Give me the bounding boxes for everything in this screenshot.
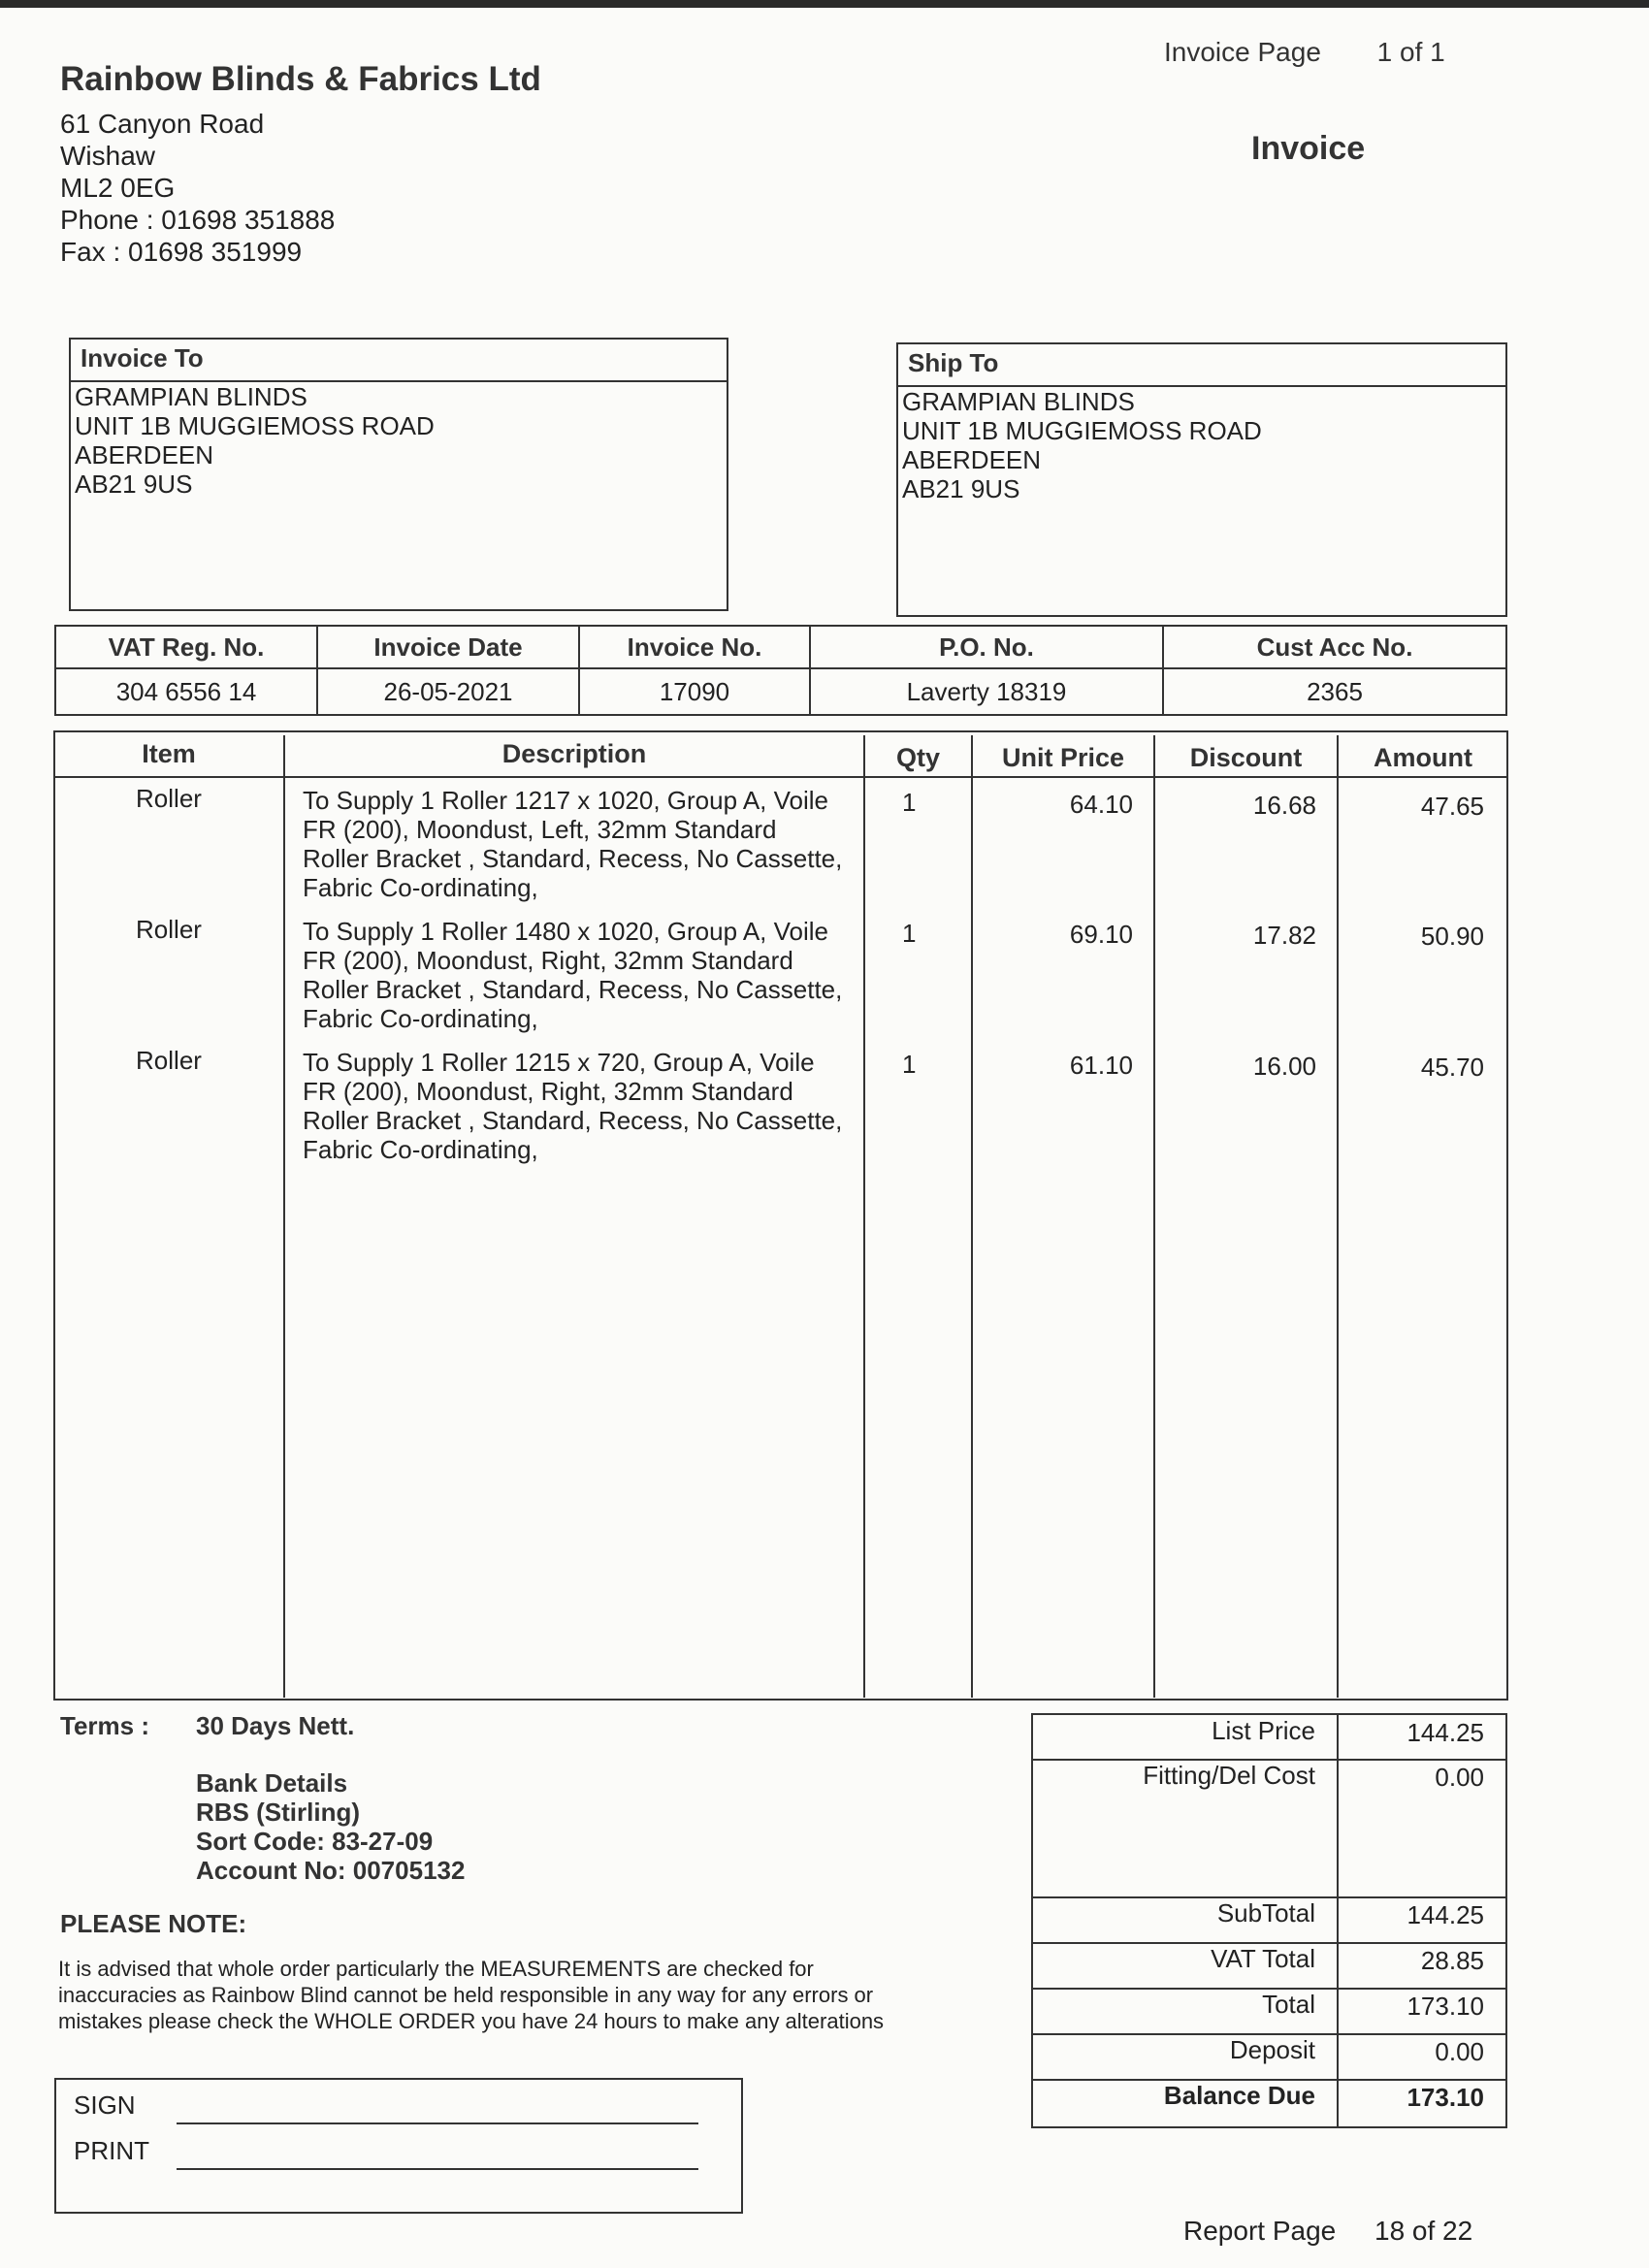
- row-2-description: [303, 917, 842, 1033]
- row-1-item: Roller: [136, 784, 202, 813]
- po-number: Laverty 18319: [810, 668, 1163, 715]
- vat-reg-no: 304 6556 14: [55, 668, 317, 715]
- row-2-description-line: Fabric Co-ordinating,: [303, 1004, 538, 1033]
- please-note-line: inaccuracies as Rainbow Blind cannot be held responsible in any way for any errors or: [58, 1983, 874, 2007]
- row-3-item: Roller: [136, 1046, 202, 1075]
- row-3-amount: 45.70: [1420, 1053, 1484, 1082]
- deposit-label: Deposit: [1229, 2035, 1315, 2064]
- company-address-line-1: 61 Canyon Road: [60, 109, 265, 139]
- subtotal-value: 144.25: [1406, 1900, 1484, 1929]
- terms-label: Terms :: [60, 1711, 149, 1740]
- bank-name: RBS (Stirling): [196, 1798, 360, 1827]
- header-qty: Qty: [895, 743, 940, 772]
- balance-due-label: Balance Due: [1163, 2081, 1315, 2110]
- bank-account-no: Account No: 00705132: [196, 1856, 466, 1885]
- report-page-label: Report Page: [1183, 2216, 1337, 2246]
- row-2-description-line: To Supply 1 Roller 1480 x 1020, Group A, Voile: [303, 917, 829, 946]
- row-2-amount: 50.90: [1420, 922, 1484, 951]
- company-phone: Phone : 01698 351888: [60, 205, 336, 235]
- ship-to-heading: Ship To: [898, 344, 1505, 387]
- company-address-line-2: Wishaw: [60, 141, 156, 171]
- header-discount: Discount: [1189, 743, 1303, 772]
- total-label: Total: [1262, 1990, 1315, 2019]
- deposit-value: 0.00: [1435, 2037, 1484, 2066]
- row-1-amount: 47.65: [1420, 792, 1484, 821]
- list-price-label: List Price: [1212, 1716, 1315, 1745]
- ship-to-line-2: UNIT 1B MUGGIEMOSS ROAD: [902, 416, 1262, 445]
- invoice-to-heading: Invoice To: [71, 340, 727, 382]
- invoice-date: 26-05-2021: [317, 668, 579, 715]
- meta-value-row: [55, 668, 1506, 715]
- meta-header-vat: VAT Reg. No.: [55, 626, 317, 668]
- ship-to-box: [896, 342, 1507, 617]
- row-2-unit-price: 69.10: [1069, 920, 1133, 949]
- report-page-value: 18 of 22: [1374, 2216, 1473, 2246]
- total-value: 173.10: [1406, 1992, 1484, 2021]
- ship-to-line-4: AB21 9US: [902, 474, 1020, 503]
- please-note-heading: PLEASE NOTE:: [60, 1909, 247, 1938]
- header-unit-price: Unit Price: [1001, 743, 1125, 772]
- column-divider: [863, 735, 865, 1698]
- row-1-description-line: FR (200), Moondust, Left, 32mm Standard: [303, 815, 777, 844]
- scan-top-edge: [0, 0, 1649, 8]
- header-item: Item: [142, 739, 196, 768]
- row-2-qty: 1: [902, 919, 917, 948]
- terms-value: 30 Days Nett.: [196, 1711, 355, 1740]
- invoice-to-line-1: GRAMPIAN BLINDS: [75, 382, 307, 411]
- invoice-to-address: [71, 382, 727, 499]
- meta-header-date: Invoice Date: [317, 626, 579, 668]
- invoice-to-box: [69, 338, 728, 611]
- bank-details: [196, 1768, 465, 1885]
- row-1-qty: 1: [902, 788, 917, 817]
- row-3-description-line: FR (200), Moondust, Right, 32mm Standard: [303, 1077, 793, 1106]
- sign-line[interactable]: [177, 2122, 698, 2124]
- column-divider: [1337, 735, 1339, 1698]
- fitting-cost-value: 0.00: [1435, 1763, 1484, 1792]
- invoice-page-value: 1 of 1: [1376, 37, 1445, 67]
- header-description: Description: [501, 739, 647, 768]
- balance-due-value: 173.10: [1406, 2083, 1484, 2112]
- row-3-description-line: To Supply 1 Roller 1215 x 720, Group A, Voile: [303, 1048, 815, 1077]
- row-2-discount: 17.82: [1252, 921, 1316, 950]
- row-1-description-line: Fabric Co-ordinating,: [303, 873, 538, 902]
- ship-to-line-1: GRAMPIAN BLINDS: [902, 387, 1135, 416]
- row-3-description-line: Roller Bracket , Standard, Recess, No Cassette,: [303, 1106, 843, 1135]
- row-2-description-line: FR (200), Moondust, Right, 32mm Standard: [303, 946, 793, 975]
- please-note-line: mistakes please check the WHOLE ORDER you have 24 hours to make any alterations: [58, 2009, 885, 2033]
- customer-account-no: 2365: [1163, 668, 1506, 715]
- list-price-value: 144.25: [1406, 1718, 1484, 1747]
- invoice-to-line-4: AB21 9US: [75, 470, 193, 499]
- row-3-description: [303, 1048, 842, 1164]
- row-3-qty: 1: [902, 1050, 917, 1079]
- signature-box: [54, 2078, 743, 2214]
- company-address-line-3: ML2 0EG: [60, 173, 176, 203]
- document-title: Invoice: [1251, 130, 1366, 167]
- please-note-text: [58, 1956, 884, 2034]
- column-divider: [283, 735, 285, 1698]
- line-items-header-divider: [54, 776, 1507, 778]
- invoice-to-line-2: UNIT 1B MUGGIEMOSS ROAD: [75, 411, 435, 440]
- print-line[interactable]: [177, 2168, 698, 2170]
- row-1-description: [303, 786, 842, 902]
- meta-header-invoice-no: Invoice No.: [579, 626, 810, 668]
- column-divider: [971, 735, 973, 1698]
- sign-label: SIGN: [74, 2090, 136, 2120]
- invoice-page-indicator: [1164, 37, 1445, 68]
- meta-header-cust-acc: Cust Acc No.: [1163, 626, 1506, 668]
- meta-header-row: [55, 626, 1506, 668]
- header-amount: Amount: [1374, 743, 1472, 772]
- row-2-item: Roller: [136, 915, 202, 944]
- ship-to-address: [898, 387, 1505, 503]
- invoice-meta-table: [54, 625, 1507, 716]
- company-name: Rainbow Blinds & Fabrics Ltd: [60, 60, 541, 98]
- column-divider: [1153, 735, 1155, 1698]
- row-1-unit-price: 64.10: [1069, 790, 1133, 819]
- row-3-discount: 16.00: [1252, 1052, 1316, 1081]
- fitting-cost-label: Fitting/Del Cost: [1143, 1761, 1315, 1790]
- invoice-to-line-3: ABERDEEN: [75, 440, 214, 470]
- bank-sort-code: Sort Code: 83-27-09: [196, 1827, 434, 1856]
- totals-column-divider: [1337, 1713, 1339, 2128]
- row-3-description-line: Fabric Co-ordinating,: [303, 1135, 538, 1164]
- row-1-description-line: Roller Bracket , Standard, Recess, No Cassette,: [303, 844, 843, 873]
- invoice-number: 17090: [579, 668, 810, 715]
- subtotal-label: SubTotal: [1216, 1898, 1315, 1928]
- vat-total-label: VAT Total: [1211, 1944, 1315, 1973]
- bank-details-heading: Bank Details: [196, 1768, 348, 1798]
- invoice-page-label: Invoice Page: [1164, 37, 1321, 67]
- vat-total-value: 28.85: [1420, 1946, 1484, 1975]
- please-note-line: It is advised that whole order particularly the MEASUREMENTS are checked for: [58, 1957, 814, 1981]
- row-2-description-line: Roller Bracket , Standard, Recess, No Cassette,: [303, 975, 843, 1004]
- meta-header-po: P.O. No.: [810, 626, 1163, 668]
- row-1-description-line: To Supply 1 Roller 1217 x 1020, Group A, Voile: [303, 786, 829, 815]
- print-label: PRINT: [74, 2136, 149, 2165]
- row-3-unit-price: 61.10: [1069, 1051, 1133, 1080]
- row-1-discount: 16.68: [1252, 791, 1316, 820]
- ship-to-line-3: ABERDEEN: [902, 445, 1042, 474]
- company-fax: Fax : 01698 351999: [60, 237, 303, 267]
